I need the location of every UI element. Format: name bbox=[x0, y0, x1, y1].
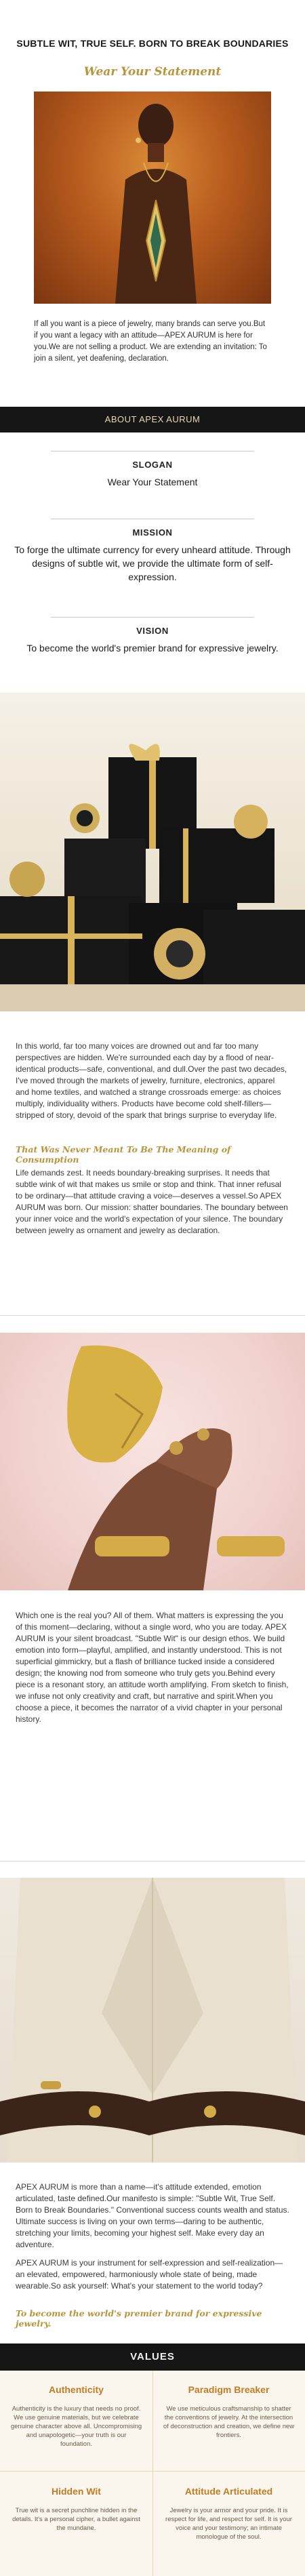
section-divider-1 bbox=[0, 1315, 305, 1316]
mission-heading: MISSION bbox=[132, 527, 173, 538]
value-hidden-wit bbox=[0, 2486, 152, 2533]
blazer-illustration bbox=[0, 1878, 305, 2162]
hero-model-photo bbox=[34, 92, 271, 304]
gold-ring-hands-photo bbox=[0, 1333, 305, 1590]
value-authenticity bbox=[0, 2384, 152, 2449]
value-paradigm-breaker bbox=[152, 2384, 305, 2440]
values-horizontal-divider bbox=[0, 2471, 305, 2472]
mission-text: To forge the ultimate currency for every unheard attitude. Through designs of subtle wit, we provide the ultimate form of self-expression. bbox=[14, 544, 291, 582]
values-grid bbox=[0, 2371, 305, 2576]
vision-heading: VISION bbox=[136, 626, 169, 636]
story-paragraph-1: In this world, far too many voices are drowned out and far too many perspectives are hidden. We're surrounded each day by a flood of near-identical products—safe, conventional, and dull.Over the past two decades, I've moved through the markets of jewelry, furniture, electronics, apparel and home textiles, and watched a strange crossroads emerge: as choices multiply, individuality withers. Products have become cold shelf-fillers—stripped of story, devoid of the spark that brings surprise to everyday life. bbox=[16, 1041, 287, 1120]
gift-boxes-photo bbox=[0, 693, 305, 1011]
story-paragraph-5: APEX AURUM is your instrument for self-expression and self-realization—an elevated, empowered, harmoniously whole state of being, made wearable.So ask yourself: What's your statement to the world today? bbox=[16, 2258, 283, 2291]
value-description: Authenticity is the luxury that needs no proof. We use genuine materials, but we celebrate genuine character above all. Uncompromising and unapologetic—your truth is our foundation. bbox=[10, 2405, 142, 2448]
value-description: Jewelry is your armor and your pride. It is respect for life, and respect for self. It is your voice and your testimony; an intimate monologue of the soul. bbox=[165, 2507, 292, 2541]
slogan-section bbox=[0, 451, 305, 489]
value-description: We use meticulous craftsmanship to shatter the conventions of jewelry. At the intersection of deconstruction and creation, we define new frontiers. bbox=[163, 2405, 295, 2439]
hero-subtitle: Wear Your Statement bbox=[83, 65, 222, 79]
model-silhouette bbox=[108, 98, 203, 304]
value-title: Attitude Articulated bbox=[184, 2486, 273, 2497]
story-paragraph-2: Life demands zest. It needs boundary-breaking surprises. It needs that subtle wink of wit that makes us smile or stop and think. That inner refusal to be ordinary—that attitude craving a voice—deserves a vessel.So APEX AURUM was born. Our mission: shatter boundaries. The boundary between your inner voice and the world's expectation of your silence. The boundary between jewelry as ornament and jewelry as declaration. bbox=[16, 1168, 288, 1235]
value-attitude-articulated bbox=[152, 2486, 305, 2541]
values-section-bar: VALUES bbox=[0, 2343, 305, 2371]
slogan-heading: SLOGAN bbox=[132, 460, 173, 470]
story-script-heading: That Was Never Meant To Be The Meaning of Consumption bbox=[16, 1144, 231, 1165]
hands-illustration bbox=[0, 1333, 305, 1590]
value-title: Paradigm Breaker bbox=[188, 2384, 270, 2395]
mission-section bbox=[0, 519, 305, 584]
value-description: True wit is a secret punchline hidden in the details. It's a personal cipher, a bullet against the mundane. bbox=[12, 2507, 140, 2532]
vision-rule bbox=[51, 617, 254, 618]
story-paragraph-3: Which one is the real you? All of them. What matters is expressing the you of this moment—declaring, without a single word, who you are today. APEX AURUM is your silent broadcast. "Subtle Wit" is our design ethos. We build emotion into form—playful, amplified, and instantly understood. This is not superficial gimmickry, but a flash of brilliance tucked inside a considered design; the knowing nod from someone who truly gets you.Behind every piece is a resonant story, an attitude worth amplifying. From sketch to finish, we infuse not only creativity and craft, but narrative and spirit.When you choose a piece, it becomes the narrator of a vivid chapter in your personal history. bbox=[16, 1611, 289, 1724]
value-title: Authenticity bbox=[49, 2384, 104, 2395]
value-title: Hidden Wit bbox=[52, 2486, 101, 2497]
about-section-bar: ABOUT APEX AURUM bbox=[0, 407, 305, 432]
gift-boxes-illustration bbox=[0, 693, 305, 1011]
slogan-text: Wear Your Statement bbox=[107, 477, 198, 487]
hero-title: SUBTLE WIT, TRUE SELF. BORN TO BREAK BOUNDARIES bbox=[16, 38, 289, 49]
intro-paragraph: If all you want is a piece of jewelry, many brands can serve you.But if you want a legacy with an attitude—APEX AURUM is here for you.We are not selling a product. We are extending an invitation: To join a silent, yet deafening, declaration. bbox=[34, 320, 267, 363]
vision-section bbox=[0, 617, 305, 655]
story-closing-script: To become the world's premier brand for expressive jewelry. bbox=[16, 2308, 262, 2329]
cream-blazer-rings-photo bbox=[0, 1878, 305, 2162]
vision-text: To become the world's premier brand for expressive jewelry. bbox=[26, 643, 279, 653]
story-paragraph-4: APEX AURUM is more than a name—it's attitude extended, emotion articulated, taste defined.Our manifesto is simple: "Subtle Wit, True Self. Born to Break Boundaries." Conventional success counts wealth and status. Ultimate success is living on your own terms—daring to be authentic, stretching your limits, becoming your highest self. Make every day an adventure. bbox=[16, 2182, 289, 2249]
